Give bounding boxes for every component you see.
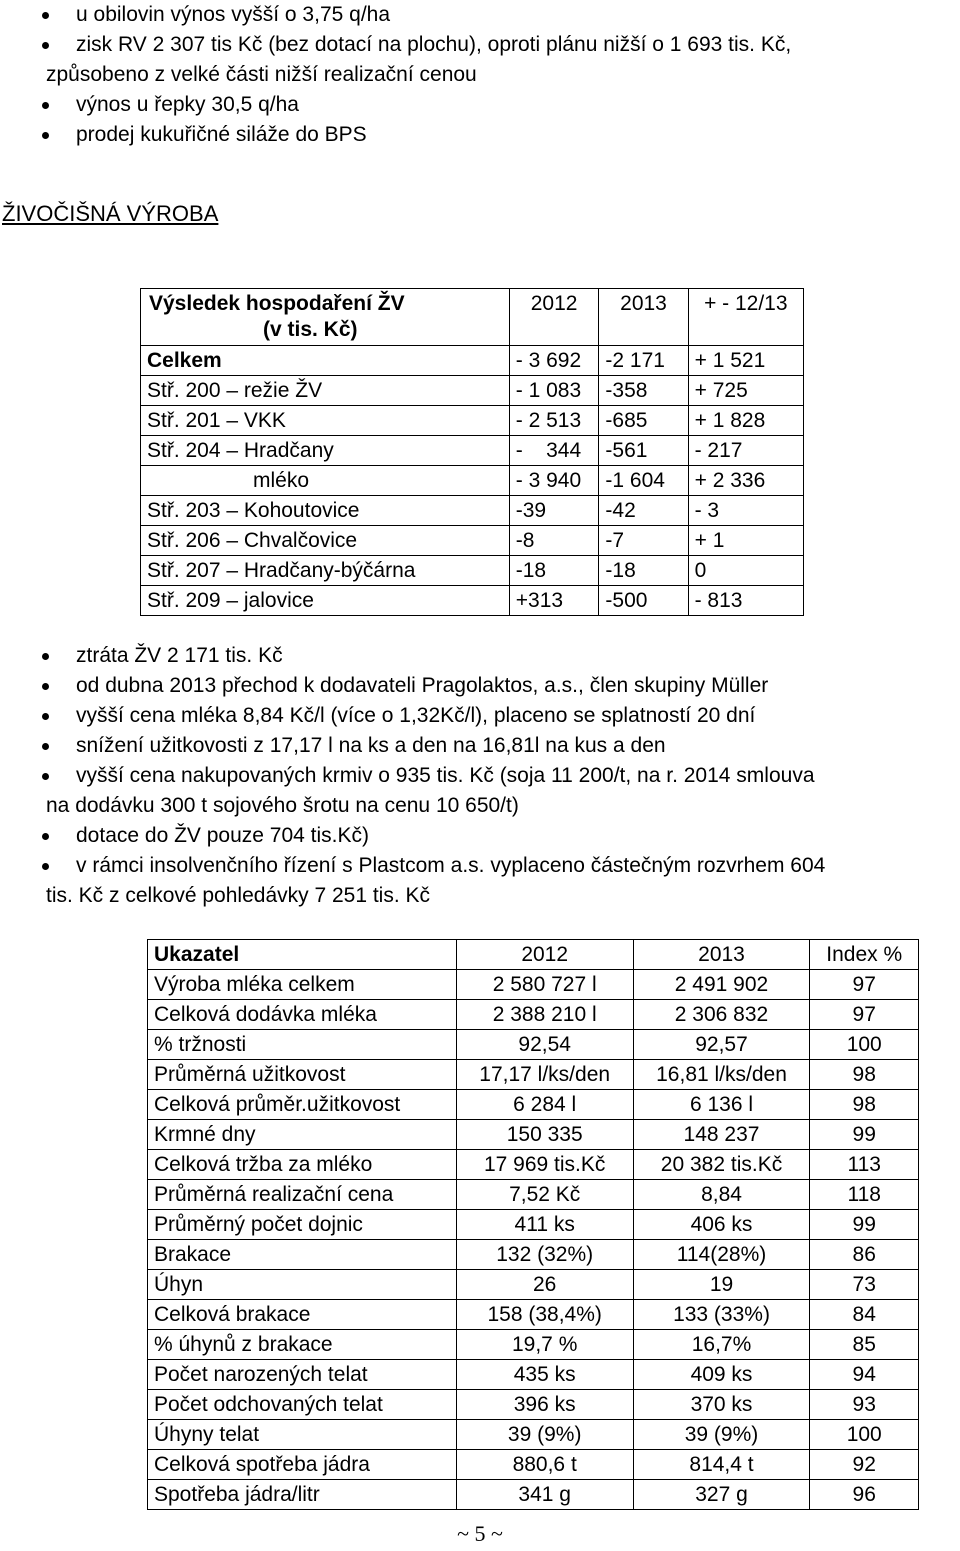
table-row: [148, 1030, 919, 1060]
row-value: 98: [810, 1090, 919, 1120]
row-value: 99: [810, 1210, 919, 1240]
row-label: mléko: [141, 466, 510, 496]
row-value: 370 ks: [633, 1390, 810, 1420]
row-value: 2 388 210 l: [456, 1000, 633, 1030]
row-value: -42: [599, 496, 688, 526]
row-value: - 3: [688, 496, 803, 526]
row-value: 16,81 l/ks/den: [633, 1060, 810, 1090]
row-value: 6 136 l: [633, 1090, 810, 1120]
row-value: 396 ks: [456, 1390, 633, 1420]
row-value: 92: [810, 1450, 919, 1480]
row-label: Stř. 207 – Hradčany-býčárna: [141, 556, 510, 586]
list-item-continuation: způsobeno z velké části nižší realizační cenou: [46, 63, 477, 86]
list-item-text: snížení užitkovosti z 17,17 l na ks a den na 16,81l na kus a den: [76, 734, 666, 757]
row-value: + 1 521: [688, 346, 803, 376]
table-row: [148, 1420, 919, 1450]
row-value: -7: [599, 526, 688, 556]
table-row: [148, 1480, 919, 1510]
row-value: 2 580 727 l: [456, 970, 633, 1000]
row-value: 17 969 tis.Kč: [456, 1150, 633, 1180]
row-label: Spotřeba jádra/litr: [148, 1480, 457, 1510]
row-value: 118: [810, 1180, 919, 1210]
row-value: 19: [633, 1270, 810, 1300]
row-label: % tržnosti: [148, 1030, 457, 1060]
row-label: Stř. 203 – Kohoutovice: [141, 496, 510, 526]
list-item: [0, 851, 960, 911]
column-header: Index %: [810, 940, 919, 970]
row-value: + 1 828: [688, 406, 803, 436]
row-value: -561: [599, 436, 688, 466]
row-value: 341 g: [456, 1480, 633, 1510]
list-item: [0, 671, 960, 701]
row-value: 2 306 832: [633, 1000, 810, 1030]
row-value: 880,6 t: [456, 1450, 633, 1480]
row-value: 85: [810, 1330, 919, 1360]
header-year-2013: 2013: [599, 289, 688, 346]
row-value: 435 ks: [456, 1360, 633, 1390]
row-label: Výroba mléka celkem: [148, 970, 457, 1000]
row-value: 114(28%): [633, 1240, 810, 1270]
column-header: Ukazatel: [148, 940, 457, 970]
list-item-text: dotace do ŽV pouze 704 tis.Kč): [76, 824, 370, 847]
row-label: Průměrná užitkovost: [148, 1060, 457, 1090]
row-value: 97: [810, 1000, 919, 1030]
row-label: % úhynů z brakace: [148, 1330, 457, 1360]
row-label: Celkem: [141, 346, 510, 376]
row-value: - 3 692: [509, 346, 599, 376]
row-value: -39: [509, 496, 599, 526]
list-item: [0, 90, 960, 120]
row-value: 132 (32%): [456, 1240, 633, 1270]
list-item-text: vyšší cena mléka 8,84 Kč/l (více o 1,32Kč/l), placeno se splatností 20 dní: [76, 704, 756, 727]
livestock-notes-bullets: [0, 641, 960, 911]
row-value: 98: [810, 1060, 919, 1090]
row-value: 133 (33%): [633, 1300, 810, 1330]
list-item-continuation: tis. Kč z celkové pohledávky 7 251 tis. Kč: [46, 884, 431, 907]
row-value: 97: [810, 970, 919, 1000]
header-year-2012: 2012: [509, 289, 599, 346]
row-value: -685: [599, 406, 688, 436]
table-row: [148, 1060, 919, 1090]
row-value: -18: [599, 556, 688, 586]
list-item: [0, 120, 960, 150]
table-row: [141, 466, 804, 496]
row-value: 100: [810, 1030, 919, 1060]
row-value: 39 (9%): [633, 1420, 810, 1450]
row-value: 20 382 tis.Kč: [633, 1150, 810, 1180]
table-header-row: [148, 940, 919, 970]
row-value: - 3 940: [509, 466, 599, 496]
list-item: [0, 821, 960, 851]
row-label: Úhyn: [148, 1270, 457, 1300]
row-value: + 725: [688, 376, 803, 406]
row-value: -18: [509, 556, 599, 586]
table-row: [148, 1300, 919, 1330]
list-item: [0, 701, 960, 731]
row-label: Krmné dny: [148, 1120, 457, 1150]
list-item-text: výnos u řepky 30,5 q/ha: [76, 93, 299, 116]
row-value: -358: [599, 376, 688, 406]
row-value: 150 335: [456, 1120, 633, 1150]
table-row: [148, 1090, 919, 1120]
list-item: [0, 761, 960, 821]
list-item-text: ztráta ŽV 2 171 tis. Kč: [76, 644, 283, 667]
row-value: 814,4 t: [633, 1450, 810, 1480]
table-row: [141, 406, 804, 436]
row-value: 113: [810, 1150, 919, 1180]
row-value: + 2 336: [688, 466, 803, 496]
row-label: Brakace: [148, 1240, 457, 1270]
row-value: + 1: [688, 526, 803, 556]
row-value: 96: [810, 1480, 919, 1510]
row-value: 73: [810, 1270, 919, 1300]
page-number: ~ 5 ~: [457, 1521, 503, 1546]
row-label: Průměrná realizační cena: [148, 1180, 457, 1210]
row-value: 148 237: [633, 1120, 810, 1150]
table-row: [141, 496, 804, 526]
list-item-text: zisk RV 2 307 tis Kč (bez dotací na plochu), oproti plánu nižší o 1 693 tis. Kč,: [76, 33, 792, 56]
row-value: 406 ks: [633, 1210, 810, 1240]
list-item-text: vyšší cena nakupovaných krmiv o 935 tis. Kč (soja 11 200/t, na r. 2014 smlouva: [76, 764, 815, 787]
crop-production-bullets: [0, 0, 960, 150]
list-item-text: u obilovin výnos vyšší o 3,75 q/ha: [76, 3, 391, 26]
row-value: 16,7%: [633, 1330, 810, 1360]
row-value: 7,52 Kč: [456, 1180, 633, 1210]
list-item: [0, 731, 960, 761]
row-value: 409 ks: [633, 1360, 810, 1390]
table-row: [148, 1390, 919, 1420]
list-item-text: v rámci insolvenčního řízení s Plastcom a.s. vyplaceno částečným rozvrhem 604: [76, 854, 826, 877]
row-value: - 813: [688, 586, 803, 616]
row-label: Úhyny telat: [148, 1420, 457, 1450]
row-label: Stř. 204 – Hradčany: [141, 436, 510, 466]
row-value: 327 g: [633, 1480, 810, 1510]
row-value: 100: [810, 1420, 919, 1450]
row-value: 19,7 %: [456, 1330, 633, 1360]
header-label-line1: Výsledek hospodaření ŽV: [149, 292, 405, 315]
row-label: Celková průměr.užitkovost: [148, 1090, 457, 1120]
table-row: [148, 1210, 919, 1240]
row-label: Průměrný počet dojnic: [148, 1210, 457, 1240]
row-label: Počet narozených telat: [148, 1360, 457, 1390]
row-value: - 1 083: [509, 376, 599, 406]
row-value: - 2 513: [509, 406, 599, 436]
table-row: [141, 586, 804, 616]
table-row: [148, 1150, 919, 1180]
list-item-text: prodej kukuřičné siláže do BPS: [76, 123, 367, 146]
column-header: 2012: [456, 940, 633, 970]
table-header-row: [141, 289, 804, 346]
row-value: 99: [810, 1120, 919, 1150]
row-label: Celková brakace: [148, 1300, 457, 1330]
row-value: 158 (38,4%): [456, 1300, 633, 1330]
table-row: [148, 1270, 919, 1300]
row-value: -2 171: [599, 346, 688, 376]
table-row: [148, 970, 919, 1000]
table-row: [148, 1330, 919, 1360]
row-value: 94: [810, 1360, 919, 1390]
row-value: 0: [688, 556, 803, 586]
header-label-line2: (v tis. Kč): [263, 318, 358, 341]
row-value: 6 284 l: [456, 1090, 633, 1120]
row-value: - 344: [509, 436, 599, 466]
table-row: [148, 1240, 919, 1270]
table-row: [148, 1000, 919, 1030]
row-value: 26: [456, 1270, 633, 1300]
row-label: Počet odchovaných telat: [148, 1390, 457, 1420]
row-value: 92,54: [456, 1030, 633, 1060]
table-row: [141, 376, 804, 406]
row-value: 39 (9%): [456, 1420, 633, 1450]
row-value: 2 491 902: [633, 970, 810, 1000]
row-label: Stř. 209 – jalovice: [141, 586, 510, 616]
row-value: +313: [509, 586, 599, 616]
row-value: -1 604: [599, 466, 688, 496]
row-label: Celková spotřeba jádra: [148, 1450, 457, 1480]
table-row: [148, 1180, 919, 1210]
row-value: 411 ks: [456, 1210, 633, 1240]
table-row: [148, 1360, 919, 1390]
row-label: Stř. 200 – režie ŽV: [141, 376, 510, 406]
row-value: -8: [509, 526, 599, 556]
row-value: 17,17 l/ks/den: [456, 1060, 633, 1090]
row-label: Stř. 206 – Chvalčovice: [141, 526, 510, 556]
list-item: [0, 641, 960, 671]
row-label: Stř. 201 – VKK: [141, 406, 510, 436]
table-row: [141, 436, 804, 466]
milk-indicators-table: [147, 939, 919, 1510]
list-item-continuation: na dodávku 300 t sojového šrotu na cenu 10 650/t): [46, 794, 519, 817]
table-row: [141, 346, 804, 376]
list-item: [0, 30, 960, 90]
row-value: 92,57: [633, 1030, 810, 1060]
column-header: 2013: [633, 940, 810, 970]
row-value: 8,84: [633, 1180, 810, 1210]
header-label: [141, 289, 510, 346]
section-heading: ŽIVOČIŠNÁ VÝROBA: [2, 201, 219, 226]
row-label: Celková tržba za mléko: [148, 1150, 457, 1180]
table-row: [141, 526, 804, 556]
row-value: 86: [810, 1240, 919, 1270]
header-difference: + - 12/13: [688, 289, 803, 346]
table-row: [141, 556, 804, 586]
table-row: [148, 1450, 919, 1480]
row-value: -500: [599, 586, 688, 616]
row-value: 84: [810, 1300, 919, 1330]
table-row: [148, 1120, 919, 1150]
row-label: Celková dodávka mléka: [148, 1000, 457, 1030]
list-item-text: od dubna 2013 přechod k dodavateli Pragolaktos, a.s., člen skupiny Müller: [76, 674, 769, 697]
list-item: [0, 0, 960, 30]
livestock-results-table: [140, 288, 804, 616]
row-value: 93: [810, 1390, 919, 1420]
row-value: - 217: [688, 436, 803, 466]
